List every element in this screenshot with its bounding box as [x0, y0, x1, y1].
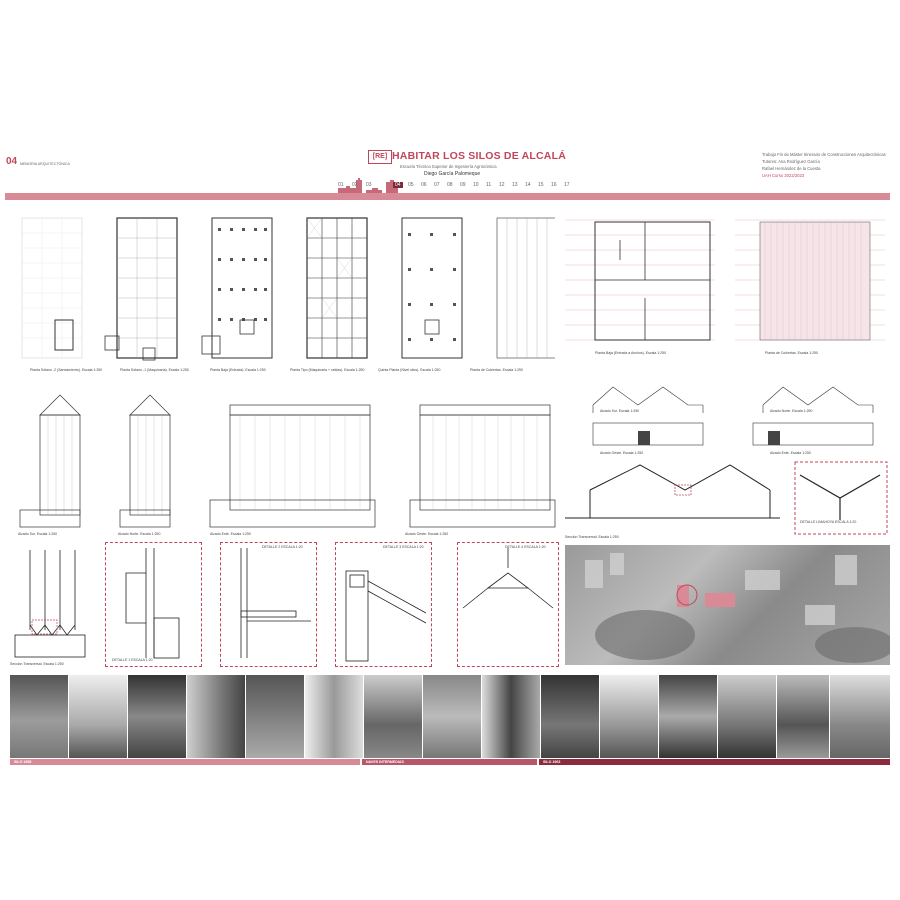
- photo-1: [10, 675, 68, 758]
- aerial-photo: [565, 545, 890, 665]
- photo-13: [718, 675, 776, 758]
- page-index-12[interactable]: 12: [499, 182, 505, 188]
- silo-section: [10, 545, 100, 670]
- nave-section-caption: Sección Transversal. Escala 1:250: [565, 535, 619, 539]
- header-bar: [5, 193, 890, 200]
- plan-caption-6: Planta de Cubiertas. Escala 1:250: [470, 368, 523, 372]
- detail-2-drawing: [221, 543, 316, 666]
- school-name: Escuela Técnica Superior de Ingeniería Agronómica: [400, 164, 497, 169]
- elevation-caption-3: Alzado Este. Escala 1:250: [210, 532, 251, 536]
- page-index-07[interactable]: 07: [434, 182, 440, 188]
- logo-mark: [RE]: [368, 150, 392, 164]
- detail-caption-3: DETALLE 3 ESCALA 1:20: [383, 545, 424, 549]
- detail-3-drawing: [336, 543, 431, 666]
- detail-caption-2: DETALLE 2 ESCALA 1:20: [262, 545, 303, 549]
- info-line-3: Rafael Hernández de la Cuesta: [762, 166, 821, 171]
- nave-elevation-caption-2: Alzado Norte. Escala 1:250: [770, 409, 813, 413]
- plans-row: [10, 208, 555, 383]
- detail-frame-2: [220, 542, 317, 667]
- detail-4-drawing: [458, 543, 558, 666]
- page-index-03[interactable]: 03: [366, 182, 372, 188]
- info-line-2: Tutores: Ana Rodríguez García: [762, 159, 820, 164]
- elevation-caption-4: Alzado Oeste. Escala 1:250: [405, 532, 449, 536]
- nave-elevation-caption-4: Alzado Este. Escala 1:250: [770, 451, 811, 455]
- page-index-04[interactable]: 04: [395, 182, 401, 188]
- nave-plan-caption-1: Planta Baja (Entrada a Anchos). Escala 1:250: [595, 351, 667, 355]
- page-index-01[interactable]: 01: [338, 182, 344, 188]
- photo-12: [659, 675, 717, 758]
- plan-caption-2: Planta Sótano -1 (Maquinaria). Escala 1:250: [120, 368, 189, 372]
- nave-elevation-caption-3: Alzado Oeste. Escala 1:250: [600, 451, 644, 455]
- page-index-08[interactable]: 08: [447, 182, 453, 188]
- elevation-caption-2: Alzado Norte. Escala 1:250: [118, 532, 161, 536]
- photo-3: [128, 675, 186, 758]
- detail-caption-4: DETALLE 4 ESCALA 1:20: [505, 545, 546, 549]
- page-index-11[interactable]: 11: [486, 182, 492, 188]
- info-line-1: Trabajo Fin de Máster Itinerario de Construcciones Arquitectónicas: [762, 152, 886, 157]
- photo-15: [830, 675, 890, 758]
- detail-frame-3: [335, 542, 432, 667]
- nave-elevation-caption-1: Alzado Sur. Escala 1:250: [600, 409, 640, 413]
- sheet-number: 04: [6, 156, 18, 167]
- detail-frame-1: [105, 542, 202, 667]
- page-index-09[interactable]: 09: [460, 182, 466, 188]
- detail-caption-1: DETALLE 1 ESCALA 1:20: [112, 658, 153, 662]
- photo-5: [246, 675, 304, 758]
- plan-caption-5: Quinta Planta (Nivel silos). Escala 1:250: [378, 368, 441, 372]
- page-index-17[interactable]: 17: [564, 182, 570, 188]
- aerial-photo-graphic: [565, 545, 890, 665]
- page-index-10[interactable]: 10: [473, 182, 479, 188]
- nave-plan-caption-2: Planta de Cubiertas. Escala 1:250: [765, 351, 818, 355]
- footer-band-3: [539, 759, 890, 765]
- detail-1-drawing: [106, 543, 201, 666]
- footer-band-1: [10, 759, 360, 765]
- page-index-16[interactable]: 16: [551, 182, 557, 188]
- page-title: HABITAR LOS SILOS DE ALCALÁ: [392, 150, 566, 162]
- page-index-15[interactable]: 15: [538, 182, 544, 188]
- info-line-4: UAH Curso 2022/2023: [762, 173, 805, 178]
- elevation-caption-1: Alzado Sur. Escala 1:250: [18, 532, 58, 536]
- photo-8: [423, 675, 481, 758]
- author-name: Diego García Palomeque: [424, 171, 481, 177]
- page-index-14[interactable]: 14: [525, 182, 531, 188]
- page-index-06[interactable]: 06: [421, 182, 427, 188]
- nave-plans: [565, 210, 890, 350]
- sheet-subtitle: MEMORIA ARQUITECTÓNICA: [20, 162, 70, 166]
- photo-4: [187, 675, 245, 758]
- nave-elevations: [588, 375, 888, 460]
- photo-10: [541, 675, 599, 758]
- silo-elevations: [10, 385, 560, 535]
- page-index[interactable]: [338, 182, 578, 190]
- page-index-05[interactable]: 05: [408, 182, 414, 188]
- footer-label-1: SILO 1958: [14, 759, 32, 764]
- page-index-02[interactable]: 02: [352, 182, 358, 188]
- photo-11: [600, 675, 658, 758]
- nave-section: [565, 460, 890, 540]
- photo-6: [305, 675, 363, 758]
- nave-detail-caption: DETALLE LIMAHOYA ESCALA 1:20: [800, 520, 857, 524]
- footer-label-2: NAVES INTERMEDIAS: [366, 759, 404, 764]
- photo-7: [364, 675, 422, 758]
- photo-14: [777, 675, 829, 758]
- plan-caption-3: Planta Baja (Entrada). Escala 1:250: [210, 368, 266, 372]
- footer-label-3: SILO 1963: [543, 759, 561, 764]
- plan-caption-4: Planta Tipo (Maquinaria + celdas). Escala 1:250: [290, 368, 365, 372]
- plan-caption-1: Planta Sótano -2 (Saneamiento). Escala 1:250: [30, 368, 103, 372]
- page-index-13[interactable]: 13: [512, 182, 518, 188]
- silo-section-caption: Sección Transversal. Escala 1:250: [10, 662, 64, 666]
- photo-9: [482, 675, 540, 758]
- photo-2: [69, 675, 127, 758]
- detail-frame-4: [457, 542, 559, 667]
